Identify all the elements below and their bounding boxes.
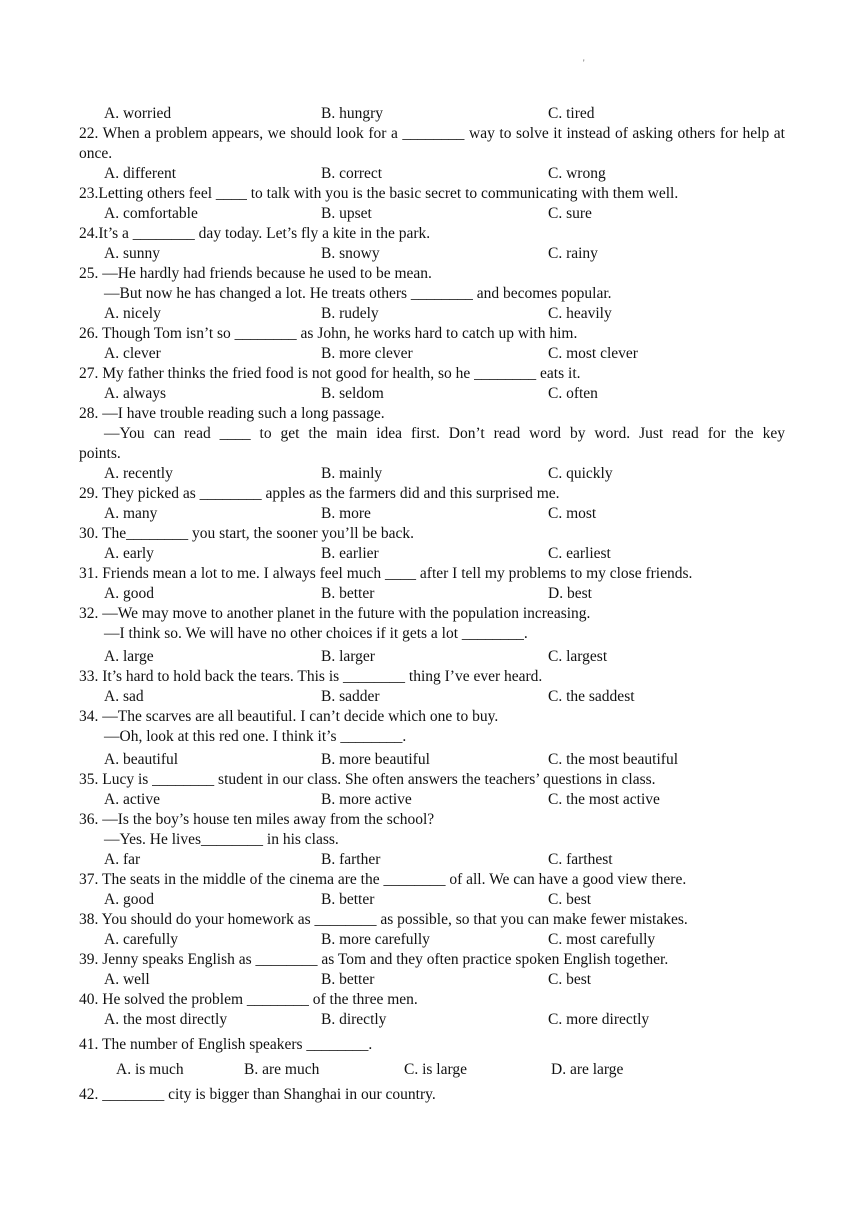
q26-options bbox=[79, 344, 785, 364]
option-b[interactable]: B. more beautiful bbox=[321, 751, 430, 768]
q33-options bbox=[79, 687, 785, 707]
option-c[interactable]: C. largest bbox=[548, 648, 608, 665]
q28-reply-cont: points. bbox=[79, 445, 121, 462]
q39-options bbox=[79, 970, 785, 990]
option-b[interactable]: B. more carefully bbox=[321, 931, 430, 948]
option-b[interactable]: B. farther bbox=[321, 851, 381, 868]
q25-reply: —But now he has changed a lot. He treats others ________ and becomes popular. bbox=[104, 285, 612, 302]
option-a[interactable]: A. comfortable bbox=[104, 205, 198, 222]
option-c[interactable]: C. most clever bbox=[548, 345, 638, 362]
option-b[interactable]: B. more bbox=[321, 505, 371, 522]
option-a[interactable]: A. beautiful bbox=[104, 751, 179, 768]
option-b[interactable]: B. hungry bbox=[321, 105, 383, 122]
q23-options bbox=[79, 204, 785, 224]
q36-options bbox=[79, 850, 785, 870]
option-c[interactable]: C. the most active bbox=[548, 791, 660, 808]
q24-options bbox=[79, 244, 785, 264]
q22: 22. When a problem appears, we should look for a ________ way to solve it instead of asking others for help at once. bbox=[79, 125, 785, 162]
option-b[interactable]: B. better bbox=[321, 971, 375, 988]
q37: 37. The seats in the middle of the cinema are the ________ of all. We can have a good view there. bbox=[79, 871, 687, 888]
option-c[interactable]: C. the most beautiful bbox=[548, 751, 679, 768]
q42: 42. ________ city is bigger than Shanghai in our country. bbox=[79, 1086, 436, 1103]
option-b[interactable]: B. directly bbox=[321, 1011, 387, 1028]
q41-options bbox=[79, 1060, 785, 1080]
option-a[interactable]: A. nicely bbox=[104, 305, 161, 322]
option-c[interactable]: C. tired bbox=[548, 105, 595, 122]
option-a[interactable]: A. recently bbox=[104, 465, 173, 482]
q34-options bbox=[79, 750, 785, 770]
option-b[interactable]: B. snowy bbox=[321, 245, 380, 262]
option-b[interactable]: B. more clever bbox=[321, 345, 413, 362]
q30: 30. The________ you start, the sooner you’ll be back. bbox=[79, 525, 415, 542]
option-d[interactable]: D. are large bbox=[551, 1061, 624, 1078]
q32-reply: —I think so. We will have no other choices if it gets a lot ________. bbox=[104, 625, 528, 642]
option-a[interactable]: A. large bbox=[104, 648, 154, 665]
q31: 31. Friends mean a lot to me. I always feel much ____ after I tell my problems to my close friends. bbox=[79, 565, 693, 582]
q25: 25. —He hardly had friends because he used to be mean. bbox=[79, 265, 432, 282]
option-c[interactable]: C. often bbox=[548, 385, 598, 402]
option-c[interactable]: C. best bbox=[548, 971, 592, 988]
q36-reply: —Yes. He lives________ in his class. bbox=[104, 831, 339, 848]
q36: 36. —Is the boy’s house ten miles away from the school? bbox=[79, 811, 435, 828]
option-b[interactable]: B. sadder bbox=[321, 688, 380, 705]
option-c[interactable]: C. best bbox=[548, 891, 592, 908]
option-c[interactable]: C. rainy bbox=[548, 245, 598, 262]
q28-reply: —You can read ____ to get the main idea first. Don’t read word by word. Just read for the key bbox=[104, 425, 785, 442]
q39: 39. Jenny speaks English as ________ as Tom and they often practice spoken English together. bbox=[79, 951, 669, 968]
option-b[interactable]: B. earlier bbox=[321, 545, 379, 562]
q30-options bbox=[79, 544, 785, 564]
q34: 34. —The scarves are all beautiful. I can’t decide which one to buy. bbox=[79, 708, 499, 725]
option-c[interactable]: C. more directly bbox=[548, 1011, 650, 1028]
option-b[interactable]: B. upset bbox=[321, 205, 372, 222]
option-c[interactable]: C. is large bbox=[404, 1061, 467, 1078]
option-b[interactable]: B. are much bbox=[244, 1061, 320, 1078]
option-a[interactable]: A. sunny bbox=[104, 245, 160, 262]
option-b[interactable]: B. better bbox=[321, 891, 375, 908]
option-a[interactable]: A. far bbox=[104, 851, 141, 868]
q32-options bbox=[79, 647, 785, 667]
option-c[interactable]: C. heavily bbox=[548, 305, 612, 322]
q37-options bbox=[79, 890, 785, 910]
q35-options bbox=[79, 790, 785, 810]
option-a[interactable]: A. worried bbox=[104, 105, 172, 122]
option-a[interactable]: A. good bbox=[104, 891, 154, 908]
quiz-document bbox=[79, 104, 785, 1105]
q24: 24.It’s a ________ day today. Let’s fly a kite in the park. bbox=[79, 225, 431, 242]
option-a[interactable]: A. clever bbox=[104, 345, 161, 362]
q33: 33. It’s hard to hold back the tears. This is ________ thing I’ve ever heard. bbox=[79, 668, 543, 685]
option-a[interactable]: A. different bbox=[104, 165, 177, 182]
page-mark: ' bbox=[583, 58, 585, 68]
option-b[interactable]: B. larger bbox=[321, 648, 375, 665]
q40: 40. He solved the problem ________ of the three men. bbox=[79, 991, 418, 1008]
option-c[interactable]: C. quickly bbox=[548, 465, 613, 482]
q29: 29. They picked as ________ apples as the farmers did and this surprised me. bbox=[79, 485, 560, 502]
q38: 38. You should do your homework as ________ as possible, so that you can make fewer mistakes. bbox=[79, 911, 688, 928]
option-c[interactable]: C. farthest bbox=[548, 851, 613, 868]
option-a[interactable]: A. early bbox=[104, 545, 154, 562]
q26: 26. Though Tom isn’t so ________ as John, he works hard to catch up with him. bbox=[79, 325, 578, 342]
q27: 27. My father thinks the fried food is not good for health, so he ________ eats it. bbox=[79, 365, 581, 382]
q25-options bbox=[79, 304, 785, 324]
q34-reply: —Oh, look at this red one. I think it’s ________. bbox=[104, 728, 407, 745]
option-a[interactable]: A. the most directly bbox=[104, 1011, 228, 1028]
option-a[interactable]: A. many bbox=[104, 505, 158, 522]
option-b[interactable]: B. rudely bbox=[321, 305, 379, 322]
option-c[interactable]: D. best bbox=[548, 585, 592, 602]
option-a[interactable]: A. is much bbox=[116, 1061, 184, 1078]
option-a[interactable]: A. carefully bbox=[104, 931, 179, 948]
q21-options bbox=[79, 104, 785, 124]
q28: 28. —I have trouble reading such a long passage. bbox=[79, 405, 385, 422]
option-c[interactable]: C. the saddest bbox=[548, 688, 635, 705]
q35: 35. Lucy is ________ student in our class. She often answers the teachers’ questions in class. bbox=[79, 771, 656, 788]
q32: 32. —We may move to another planet in the future with the population increasing. bbox=[79, 605, 591, 622]
q27-options bbox=[79, 384, 785, 404]
option-a[interactable]: A. sad bbox=[104, 688, 144, 705]
option-c[interactable]: C. wrong bbox=[548, 165, 606, 182]
q31-options bbox=[79, 584, 785, 604]
option-c[interactable]: C. most carefully bbox=[548, 931, 656, 948]
q40-options bbox=[79, 1010, 785, 1030]
option-b[interactable]: B. mainly bbox=[321, 465, 383, 482]
option-b[interactable]: B. more active bbox=[321, 791, 412, 808]
q23: 23.Letting others feel ____ to talk with you is the basic secret to communicating with them well. bbox=[79, 185, 679, 202]
option-b[interactable]: B. correct bbox=[321, 165, 383, 182]
option-a[interactable]: A. always bbox=[104, 385, 166, 402]
option-a[interactable]: A. good bbox=[104, 585, 154, 602]
option-c[interactable]: C. most bbox=[548, 505, 597, 522]
q38-options bbox=[79, 930, 785, 950]
option-c[interactable]: C. earliest bbox=[548, 545, 611, 562]
option-b[interactable]: B. better bbox=[321, 585, 375, 602]
q29-options bbox=[79, 504, 785, 524]
option-a[interactable]: A. well bbox=[104, 971, 150, 988]
q28-options bbox=[79, 464, 785, 484]
option-b[interactable]: B. seldom bbox=[321, 385, 384, 402]
option-a[interactable]: A. active bbox=[104, 791, 160, 808]
option-c[interactable]: C. sure bbox=[548, 205, 592, 222]
q22-options bbox=[79, 164, 785, 184]
q41: 41. The number of English speakers ________. bbox=[79, 1036, 373, 1053]
